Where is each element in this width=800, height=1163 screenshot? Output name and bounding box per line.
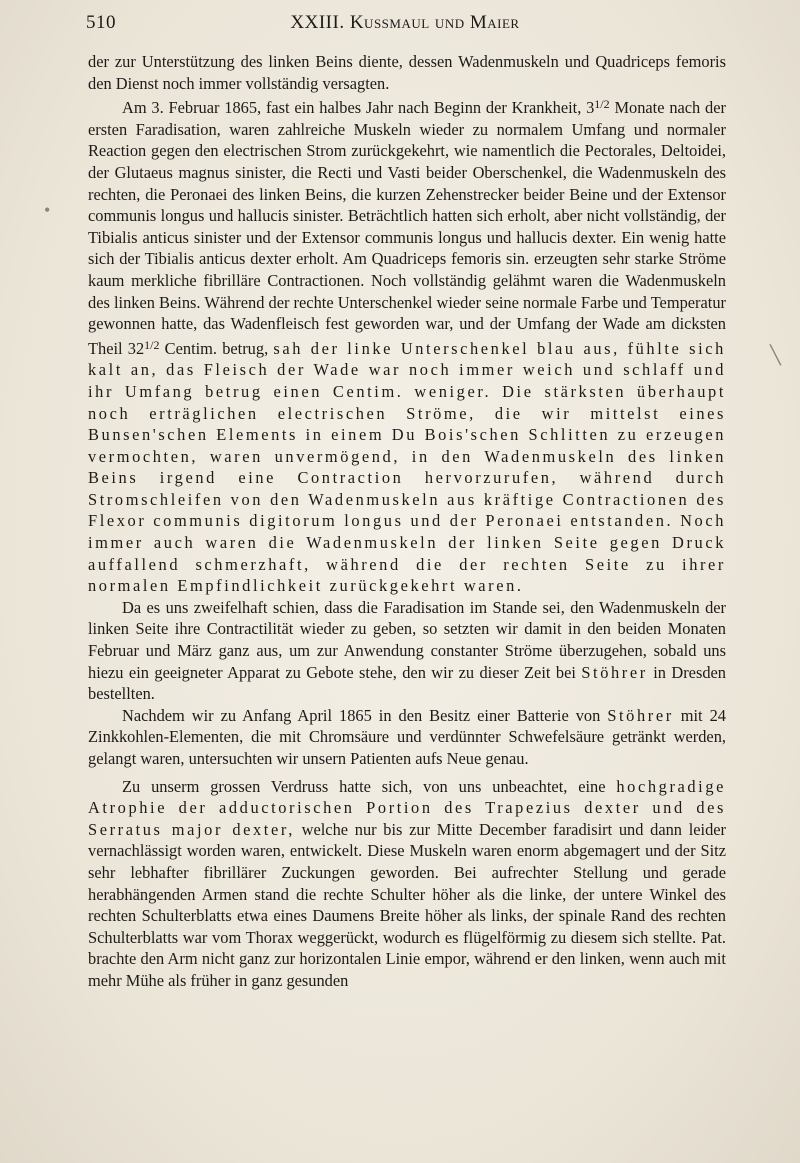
paragraph-2-spaced-text: sah der linke Unterschenkel blau aus, fühlte sich kalt an, das Fleisch der Wade war noch immer weich und schlaff und ihr Umfang betrug einen Centim. weniger. Die stärksten überhaupt noch erträglichen electrischen Ströme, die wir mittelst eines Bunsen'schen Elements in einem Du Bois'schen Schlitten zu erzeugen vermochten, waren unvermögend, in den Wadenmuskeln des linken Beins irgend eine Contraction hervorzurufen, während durch Stromschleifen von den Wadenmuskeln aus kräftige Contractionen des Flexor communis digitorum longus und der Peronaei entstanden. Noch immer auch waren die Wadenmuskeln der linken Seite gegen Druck auffallend schmerzhaft, während die der rechten Seite zu ihrer normalen Empfindlichkeit zurückgekehrt waren.	[88, 338, 726, 596]
name-stoehrer-2: Stöhrer	[607, 705, 674, 725]
name-stoehrer: Stöhrer	[581, 662, 648, 682]
fraction-half: 1/2	[594, 97, 610, 112]
paragraph-4-text-b: mit 24 Zinkkohlen-Elementen, die mit Chromsäure und verdünnter Schwefelsäure getränkt werden, gelangt waren, untersuchten wir unsern Patienten aufs Neue genau.	[88, 705, 726, 768]
paragraph-1	[88, 51, 726, 94]
page-header	[86, 12, 724, 42]
paragraph-2-text-c: Centim. betrug,	[159, 338, 274, 358]
fraction-half-2: 1/2	[144, 337, 160, 352]
paragraph-5-text-a: Zu unserm grossen Verdruss hatte sich, von uns unbeachtet, eine	[122, 776, 617, 796]
paragraph-5-spaced-text: hochgradige Atrophie der adductorischen Portion des Trapezius dexter und des Serratus major dexter,	[88, 776, 726, 839]
paragraph-2-text-a: Am 3. Februar 1865, fast ein halbes Jahr nach Beginn der Krankheit, 3	[122, 98, 595, 118]
paragraph-4-text-a: Nachdem wir zu Anfang April 1865 in den Besitz einer Batterie von	[122, 705, 608, 725]
margin-tick: ╲	[770, 345, 781, 365]
paragraph-3	[88, 597, 726, 705]
paragraph-1-text: der zur Unterstützung des linken Beins diente, dessen Wadenmuskeln und Quadriceps femoris den Dienst noch immer vollständig versagten.	[88, 52, 726, 93]
paragraph-5	[88, 776, 726, 992]
running-title: XXIII. Kussmaul und Maier	[290, 12, 520, 33]
paragraph-3-text-b: in Dresden bestellten.	[88, 662, 726, 704]
paragraph-3-text-a: Da es uns zweifelhaft schien, dass die Faradisation im Stande sei, den Wadenmuskeln der linken Seite ihre Contractilität wieder zu geben, so setzten wir damit in den beiden Monaten Februar und März ganz aus, um zur Anwendung constanter Ströme überzugehen, sobald uns hiezu ein geeigneter Apparat zu Gebote stehe, den wir zu dieser Zeit bei	[88, 597, 726, 682]
margin-dot: •	[44, 200, 51, 220]
page-number: 510	[86, 12, 116, 33]
paragraph-2-text-b: Monate nach der ersten Faradisation, waren zahlreiche Muskeln wieder zu normalem Umfang und normaler Reaction gegen den electrischen Strom zurückgekehrt, wie namentlich die Pectorales, Deltoidei, der Glutaeus magnus sinister, die Recti und Vasti beider Oberschenkel, die Wadenmuskeln des rechten, die Peronaei des linken Beins, die kurzen Zehenstrecker beider Beine und der Extensor communis longus und hallucis sinister. Beträchtlich hatten sich erholt, aber nicht vollständig, der Tibialis anticus sinister und der Extensor communis longus und hallucis dexter. Ein wenig hatte sich der Tibialis anticus dexter erholt. Am Quadriceps femoris sin. erzeugten sehr starke Ströme kaum merkliche fibrilläre Contractionen. Noch vollständig gelähmt waren die Wadenmuskeln des linken Beins. Während der rechte Unterschenkel wieder seine normale Farbe und Temperatur gewonnen hatte, das Wadenfleisch fest geworden war, und der Umfang der Wade am dicksten Theil 32	[88, 98, 726, 358]
paragraph-2	[88, 94, 726, 597]
paragraph-5-text-b: welche nur bis zur Mitte December faradisirt und dann leider vernachlässigt worden waren, entwickelt. Diese Muskeln waren enorm abgemagert und der Sitz sehr lebhafter fibrillärer Zuckungen geworden. Bei aufrechter Stellung und gerade herabhängenden Armen stand die rechte Schulter höher als die linke, der untere Winkel des rechten Schulterblatts etwa eines Daumens Breite höher als links, der spinale Rand des rechten Schulterblatts war vom Thorax weggerückt, wodurch es flügelförmig zu diesem sich stellte. Pat. brachte den Arm nicht ganz zur horizontalen Linie empor, während er den linken, wenn auch mit mehr Mühe als früher in ganz gesunden	[88, 819, 727, 990]
paragraph-4	[88, 705, 726, 770]
body-text	[88, 51, 726, 992]
